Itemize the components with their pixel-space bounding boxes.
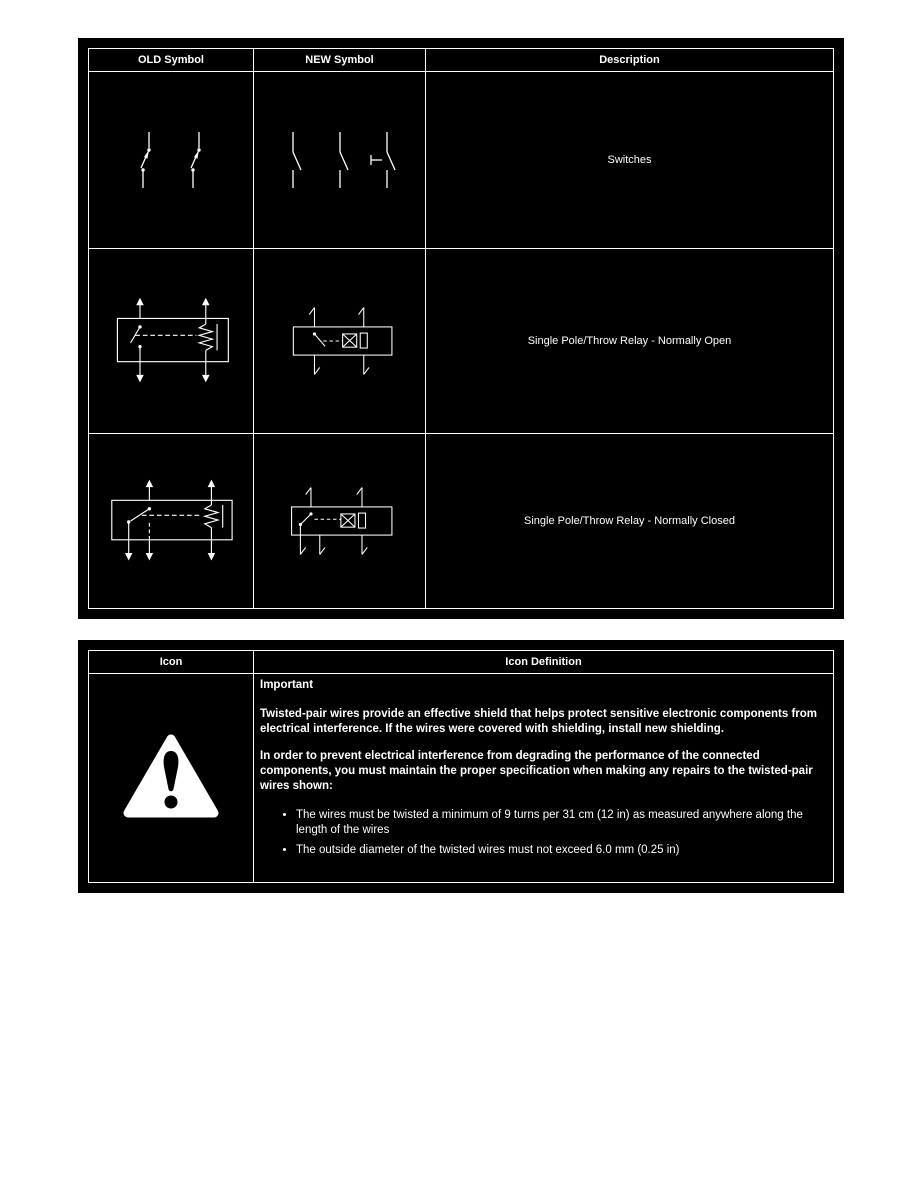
definition-paragraph: In order to prevent electrical interference from degrading the performance of the connected components, you must maintain the proper specification when making any repairs to the twisted-pair wires shown: xyxy=(260,749,813,792)
description-cell: Switches xyxy=(426,72,834,249)
header-new-symbol: NEW Symbol xyxy=(254,49,426,72)
new-symbol-cell xyxy=(254,72,426,249)
symbol-table-panel xyxy=(78,38,844,619)
table-row xyxy=(89,434,834,609)
icon-definition-cell xyxy=(254,674,834,883)
new-relay-normally-closed-icon xyxy=(265,477,415,565)
definition-bullet: • The wires must be twisted a minimum of 9 turns per 31 cm (12 in) as measured anywhere along the length of the wires xyxy=(296,808,825,838)
table-row xyxy=(89,249,834,434)
definition-bullet-list xyxy=(296,808,825,858)
new-symbol-cell xyxy=(254,434,426,609)
warning-exclamation-triangle-icon xyxy=(121,730,221,822)
definition-paragraph: Twisted-pair wires provide an effective shield that helps protect sensitive electronic components from electrical interference. If the wires were covered with shielding, install new shielding. xyxy=(260,707,818,735)
old-relay-normally-open-icon xyxy=(91,294,251,388)
definition-bullet: • The outside diameter of the twisted wires must not exceed 6.0 mm (0.25 in) xyxy=(296,843,825,858)
icon-table xyxy=(88,650,834,883)
old-symbol-cell xyxy=(89,249,254,434)
description-cell: Single Pole/Throw Relay - Normally Open xyxy=(426,249,834,434)
old-switch-symbols-icon xyxy=(111,128,231,192)
new-switch-symbols-icon xyxy=(265,128,415,192)
header-icon: Icon xyxy=(89,651,254,674)
icon-table-panel xyxy=(78,640,844,893)
old-symbol-cell xyxy=(89,72,254,249)
description-cell: Single Pole/Throw Relay - Normally Closed xyxy=(426,434,834,609)
new-relay-normally-open-icon xyxy=(265,297,415,385)
table-row xyxy=(89,72,834,249)
table-row xyxy=(89,674,834,883)
symbol-table xyxy=(88,48,834,609)
header-old-symbol: OLD Symbol xyxy=(89,49,254,72)
symbol-table-header-row xyxy=(89,49,834,72)
old-symbol-cell xyxy=(89,434,254,609)
definition-title: Important xyxy=(260,679,314,691)
new-symbol-cell xyxy=(254,249,426,434)
header-icon-definition: Icon Definition xyxy=(254,651,834,674)
icon-table-header-row xyxy=(89,651,834,674)
icon-cell xyxy=(89,674,254,883)
old-relay-normally-closed-icon xyxy=(91,474,251,568)
header-description: Description xyxy=(426,49,834,72)
